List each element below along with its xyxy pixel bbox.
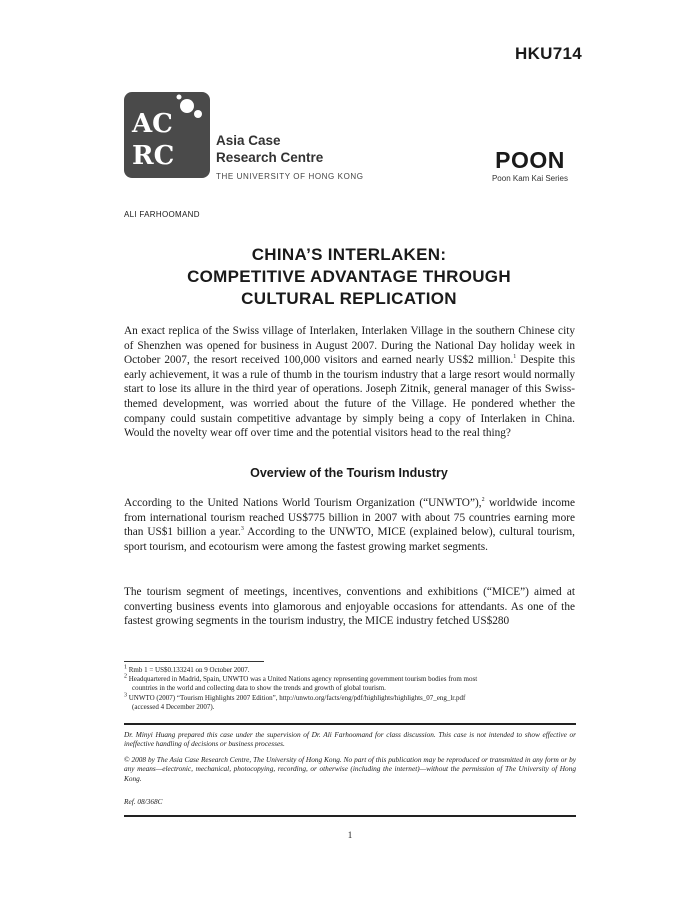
- footnotes: [124, 666, 576, 712]
- paragraph-text: According to the UNWTO, MICE (explained below), cultural tourism, sport tourism, and ecotourism were among the fastest growing market segments.: [124, 526, 576, 553]
- intro-paragraph: [124, 324, 575, 441]
- reference-number: Ref. 08/368C: [124, 797, 163, 806]
- logo-line-1: Asia Case: [216, 133, 281, 148]
- footnote-text: Rmb 1 = US$0.133241 on 9 October 2007.: [127, 666, 250, 674]
- author: ALI FARHOOMAND: [124, 210, 200, 219]
- case-code: HKU714: [515, 44, 582, 63]
- title-line: COMPETITIVE ADVANTAGE THROUGH: [187, 267, 511, 286]
- poon-series-logo: [486, 148, 574, 183]
- notice-box-top-rule: [124, 723, 576, 725]
- intro-text: Despite this early achievement, it was a rule of thumb in the tourism industry that a large resort would normally start to lose its allure in the third year of operations. Joseph Zitnik, general manager of this Swiss-themed development, was worried about the future of the Village. He pondered whether the company could sustain competitive advantage by simply being a copy of Interlaken in China. Would the novelty wear off over time and the potential visitors head to the real thing?: [124, 354, 575, 440]
- footnote-text: UNWTO (2007) “Tourism Highlights 2007 Edition”, http://unwto.org/facts/eng/pdf/highlights/highlights_07_eng_lr.pdf: [127, 693, 466, 702]
- footnote-ref: 2: [481, 497, 485, 504]
- footnote-number: 3: [124, 692, 127, 699]
- body-paragraph: The tourism segment of meetings, incentives, conventions and exhibitions (“MICE”) aimed at converting business events into glamorous and enjoyable occasions for attendants. As one of the fastest growing segments in the tourism industry, the MICE industry fetched US$280: [124, 586, 575, 628]
- footnote: [124, 666, 576, 675]
- section-heading: Overview of the Tourism Industry: [250, 466, 448, 480]
- footnote-text: Headquartered in Madrid, Spain, UNWTO was a United Nations agency representing government tourism bodies from most: [127, 675, 478, 684]
- title-line: CULTURAL REPLICATION: [241, 289, 457, 308]
- logo-monogram-line1: AC: [132, 109, 173, 139]
- intro-text: An exact replica of the Swiss village of Interlaken, Interlaken Village in the southern Chinese city of Shenzhen was opened for business in August 2007. During the National Day holiday week in October 2007, the resort received 100,000 visitors and earned nearly US$2 million.: [124, 325, 575, 367]
- logo-line-3: THE UNIVERSITY OF HONG KONG: [216, 172, 364, 181]
- title-line: CHINA’S INTERLAKEN:: [251, 245, 447, 264]
- paragraph-text: worldwide income from international tourism reached US$775 billion in 2007 with about 75 countries earning more than US$1 billion a year.: [124, 497, 575, 539]
- footnote-number: 1: [124, 664, 127, 671]
- page-number: 1: [347, 830, 353, 840]
- case-note: Dr. Minyi Huang prepared this case under the supervision of Dr. Ali Farhoomand for class discussion. This case is not intended to show effective or ineffective handling of decisions or business processes.: [124, 730, 576, 749]
- footnote-ref: 1: [513, 354, 517, 361]
- footnote: [124, 675, 576, 684]
- acrc-logo-icon: [124, 92, 210, 183]
- logo-line-2: Research Centre: [216, 150, 324, 165]
- footnote-continuation: (accessed 4 December 2007).: [132, 702, 215, 711]
- acrc-wordmark: [216, 132, 364, 181]
- poon-wordmark: POON: [495, 147, 565, 173]
- footnote-number: 2: [124, 673, 127, 680]
- logo-monogram-line2: RC: [132, 141, 175, 171]
- page-title: [124, 244, 574, 310]
- footnote-continuation: countries in the world and collecting data to show the trends and growth of global tourism.: [132, 684, 386, 693]
- paragraph-text: According to the United Nations World Tourism Organization (“UNWTO”),: [124, 497, 482, 509]
- footnote-ref: 3: [240, 526, 244, 533]
- poon-subtitle: Poon Kam Kai Series: [491, 174, 569, 183]
- body-paragraph: [124, 496, 575, 554]
- footnote-divider: [124, 661, 264, 662]
- footnote: [124, 694, 576, 703]
- copyright-notice: © 2008 by The Asia Case Research Centre, The University of Hong Kong. No part of this publication may be reproduced or transmitted in any form or by any means—electronic, mechanical, photocopying, recording, or otherwise (including the internet)—without the permission of The University of Hong Kong.: [124, 755, 576, 783]
- notice-box-bottom-rule: [124, 815, 576, 817]
